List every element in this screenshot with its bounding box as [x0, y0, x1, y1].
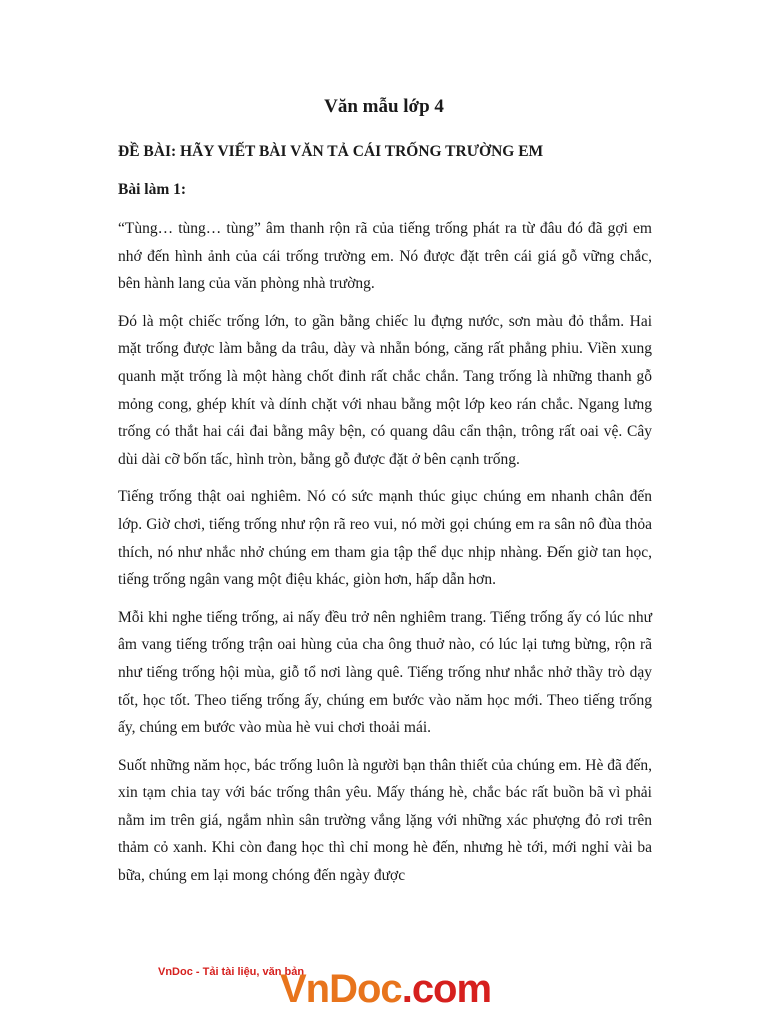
essay-body [118, 215, 652, 900]
page-title: Văn mẫu lớp 4 [324, 96, 444, 117]
paragraph: Đó là một chiếc trống lớn, to gần bằng chiếc lu đựng nước, sơn màu đỏ thắm. Hai mặt trống được làm bằng da trâu, dày và nhẵn bóng, căng rất phẳng phiu. Viền xung quanh mặt trống là một hàng chốt đinh rất chắc chắn. Tang trống là những thanh gỗ mỏng cong, ghép khít và dính chặt với nhau bằng một lớp keo rán chắc. Ngang lưng trống có thắt hai cái đai bằng mây bện, có quang dâu cẩn thận, trông rất oai vệ. Cây dùi dài cỡ bốn tấc, hình tròn, bằng gỗ được đặt ở bên cạnh trống. [118, 312, 652, 468]
assignment-heading: ĐỀ BÀI: HÃY VIẾT BÀI VĂN TẢ CÁI TRỐNG TRƯỜNG EM [118, 143, 544, 160]
footer-caption: VnDoc - Tải tài liệu, văn bản [158, 966, 305, 978]
paragraph: Suốt những năm học, bác trống luôn là người bạn thân thiết của chúng em. Hè đã đến, xin tạm chia tay với bác trống thân yêu. Mấy tháng hè, chắc bác rất buồn bã vì phải nằm im trên giá, ngắm nhìn sân trường vắng lặng với những xác phượng đỏ rơi trên thảm cỏ xanh. Khi còn đang học thì chỉ mong hè đến, nhưng hè tới, mới nghỉ vài ba bữa, chúng em lại mong chóng đến ngày được [118, 756, 652, 885]
logo-tld: com [411, 967, 492, 1011]
paragraph: Tiếng trống thật oai nghiêm. Nó có sức mạnh thúc giục chúng em nhanh chân đến lớp. Giờ chơi, tiếng trống như rộn rã reo vui, nó mời gọi chúng em ra sân nô đùa thỏa thích, nó như nhắc nhở chúng em tham gia tập thể dục nhịp nhàng. Đến giờ tan học, tiếng trống ngân vang một điệu khác, giòn hơn, hấp dẫn hơn. [118, 488, 652, 589]
logo-main: VnDoc [280, 967, 402, 1011]
section-label: Bài làm 1: [118, 181, 187, 198]
logo-dot: . [401, 967, 412, 1011]
vndoc-logo [280, 966, 491, 1012]
paragraph: Mỗi khi nghe tiếng trống, ai nấy đều trở nên nghiêm trang. Tiếng trống ấy có lúc như âm vang tiếng trống trận oai hùng của cha ông thuở nào, có lúc lại tưng bừng, rộn rã như tiếng trống hội mùa, giỗ tổ nơi làng quê. Tiếng trống như nhắc nhở thầy trò dạy tốt, học tốt. Theo tiếng trống ấy, chúng em bước vào năm học mới. Theo tiếng trống ấy, chúng em bước vào mùa hè vui chơi thoải mái. [118, 608, 652, 737]
paragraph: “Tùng… tùng… tùng” âm thanh rộn rã của tiếng trống phát ra từ đâu đó đã gợi em nhớ đến hình ảnh của cái trống trường em. Nó được đặt trên cái giá gỗ vững chắc, bên hành lang của văn phòng nhà trường. [118, 220, 652, 293]
